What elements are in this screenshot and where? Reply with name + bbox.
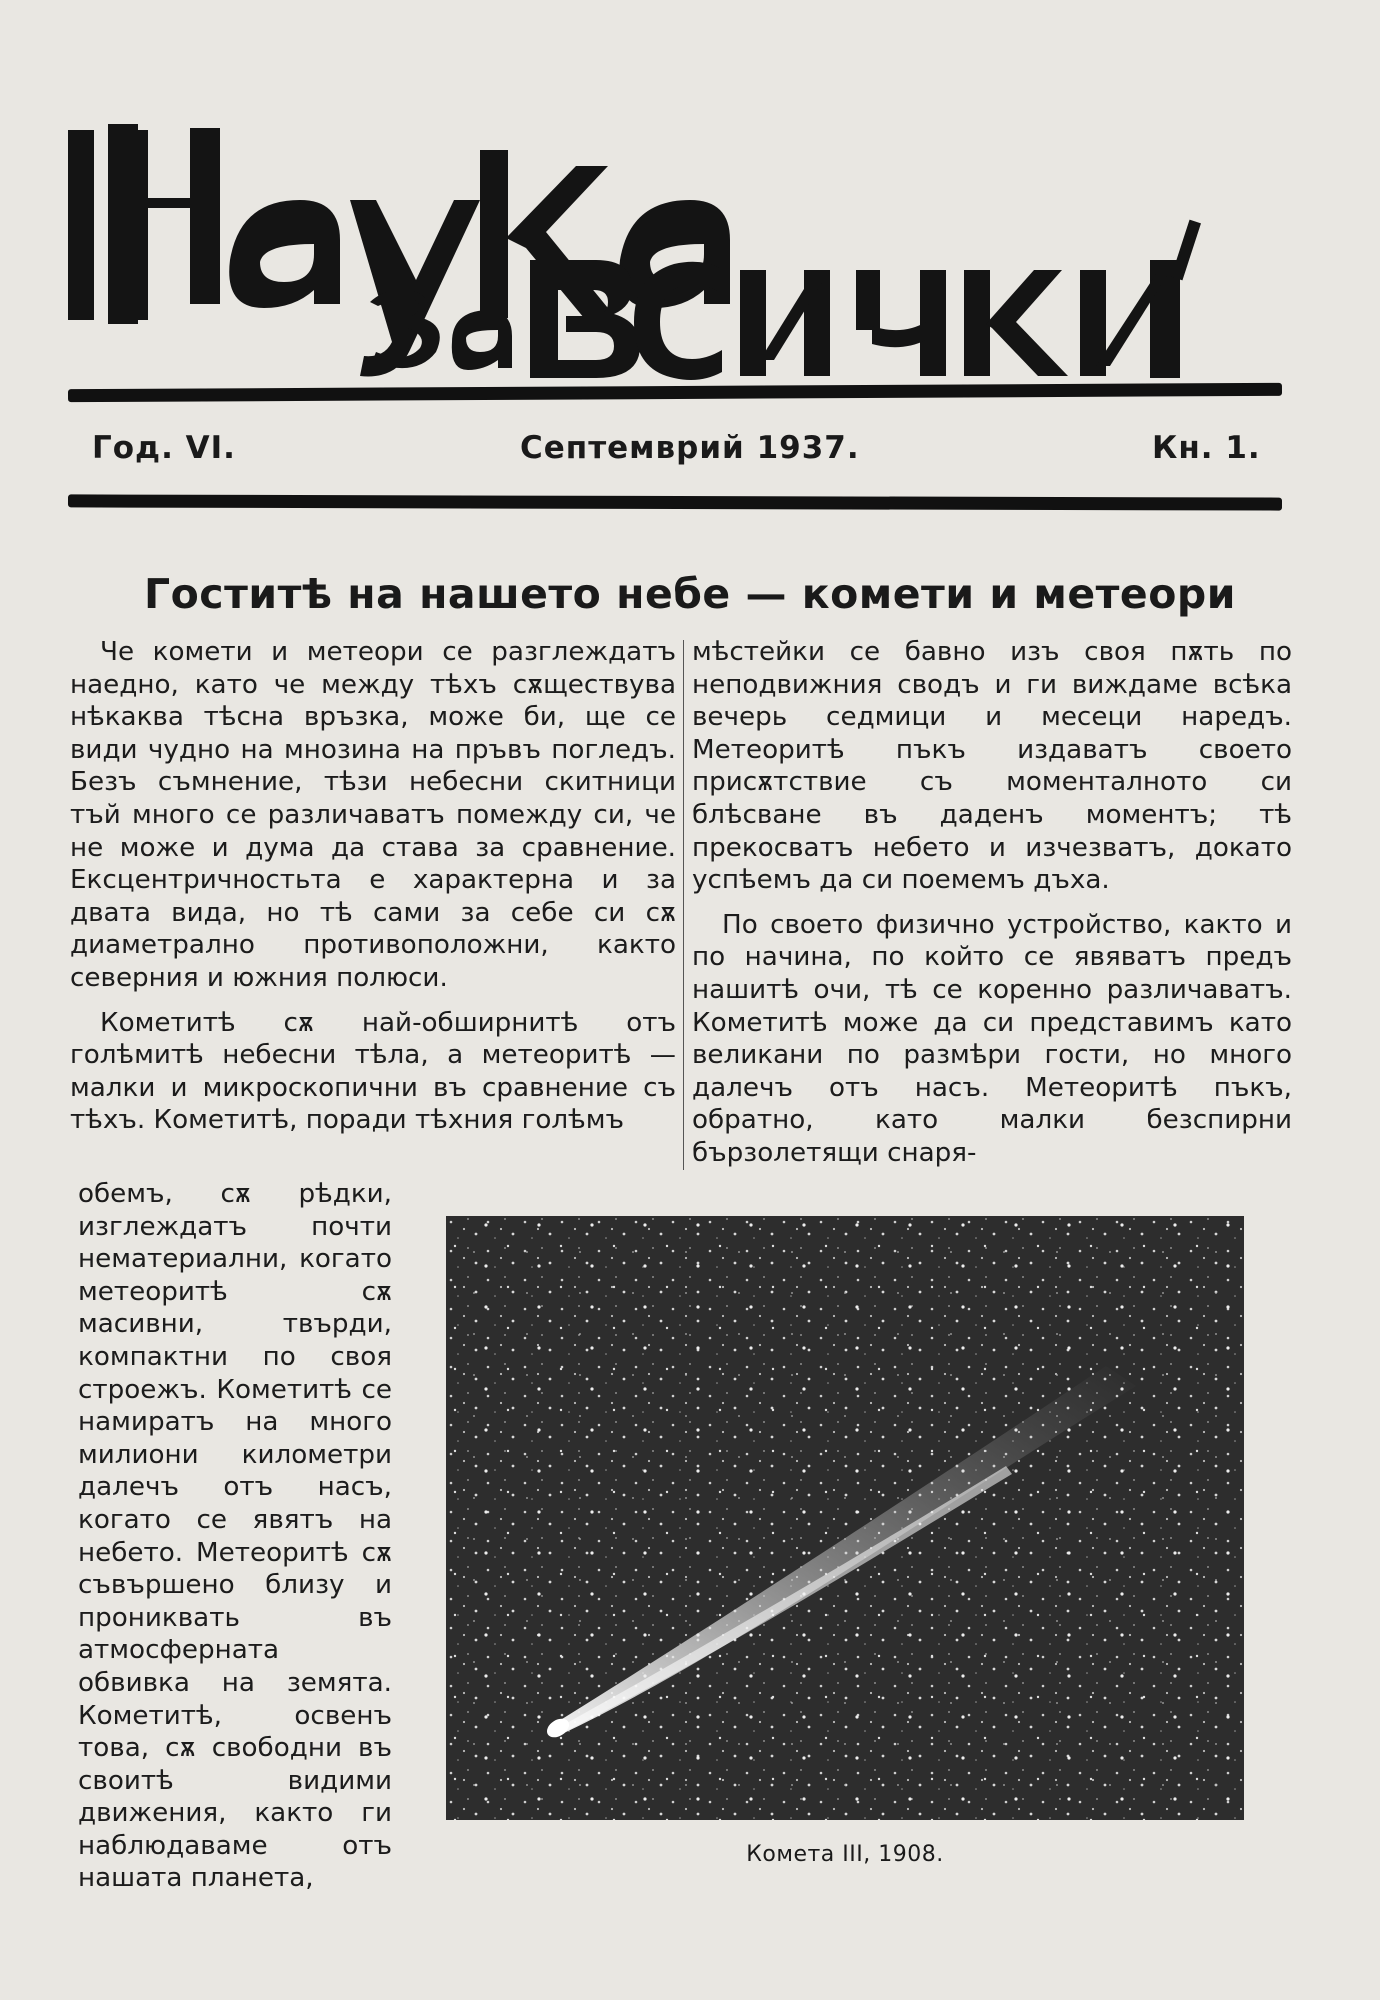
article-left-column (70, 636, 676, 1176)
article-narrow-column (78, 1178, 392, 1894)
article-title: Гоститѣ на нашето небе — комети и метеори (144, 570, 1236, 618)
article-paragraph: Че комети и метеори се разглеждатъ наедно, като че между тѣхъ сѫществува нѣкаква тѣсна връзка, може би, ще се види чудно на мнозина на пръвъ погледъ. Безъ съмнение, тѣзи небесни скитници тъй много се различаватъ помежду си, че не може и дума да става за сравнение. Ексцентричностьта е характерна и за двата вида, но тѣ сами за себе си сѫ диаметрално противоположни, както северния и южния полюси. (70, 637, 676, 993)
comet-photograph (446, 1216, 1244, 1820)
issue-date: Септемврий 1937. (520, 430, 860, 466)
masthead-rule-bottom (68, 494, 1282, 510)
masthead-lettering (60, 110, 1300, 380)
article-right-column (692, 636, 1292, 1176)
article-paragraph: Кометитѣ сѫ най-обширнитѣ отъ голѣмитѣ небесни тѣла, а метеоритѣ — малки и микроскопични въ сравнение съ тѣхъ. Кометитѣ, поради тѣхния голѣмъ (70, 1007, 676, 1136)
masthead-rule-top (68, 383, 1282, 402)
issue-number: Кн. 1. (1152, 430, 1261, 466)
article-paragraph: обемъ, сѫ рѣдки, изглеждатъ почти нематериални, когато метеоритѣ сѫ масивни, твърди, компактни по своя строежъ. Кометитѣ се намиратъ на много милиони километри далечъ отъ насъ, когато се явятъ на небето. Метеоритѣ сѫ съвършено близу и прониквать въ атмосферната обвивка на земята. Кометитѣ, освенъ това, сѫ свободни въ своитѣ видими движения, както ги наблюдаваме отъ нашата планета, (78, 1179, 392, 1894)
figure-caption: Комета III, 1908. (746, 1842, 944, 1867)
article-paragraph: мѣстейки се бавно изъ своя пѫть по неподвижния сводъ и ги виждаме всѣка вечерь седмици и месеци наредъ. Метеоритѣ пъкъ издаватъ своето присѫтствие съ моменталното си блѣсване въ даденъ моментъ; тѣ прекосватъ небето и изчезватъ, докато успѣемъ да си поемемъ дъха. (692, 637, 1292, 896)
column-divider (683, 640, 684, 1170)
comet-image (446, 1216, 1244, 1820)
issue-year: Год. VI. (92, 430, 236, 466)
masthead-logo (60, 110, 1300, 380)
article-paragraph: По своето физично устройство, както и по начина, по който се явяватъ предъ нашитѣ очи, тѣ се коренно различаватъ. Кометитѣ може да си представимъ като великани по размѣри гости, но много далечъ отъ насъ. Метеоритѣ пъкъ, обратно, като малки безспирни бързолетящи снаря- (692, 909, 1292, 1168)
